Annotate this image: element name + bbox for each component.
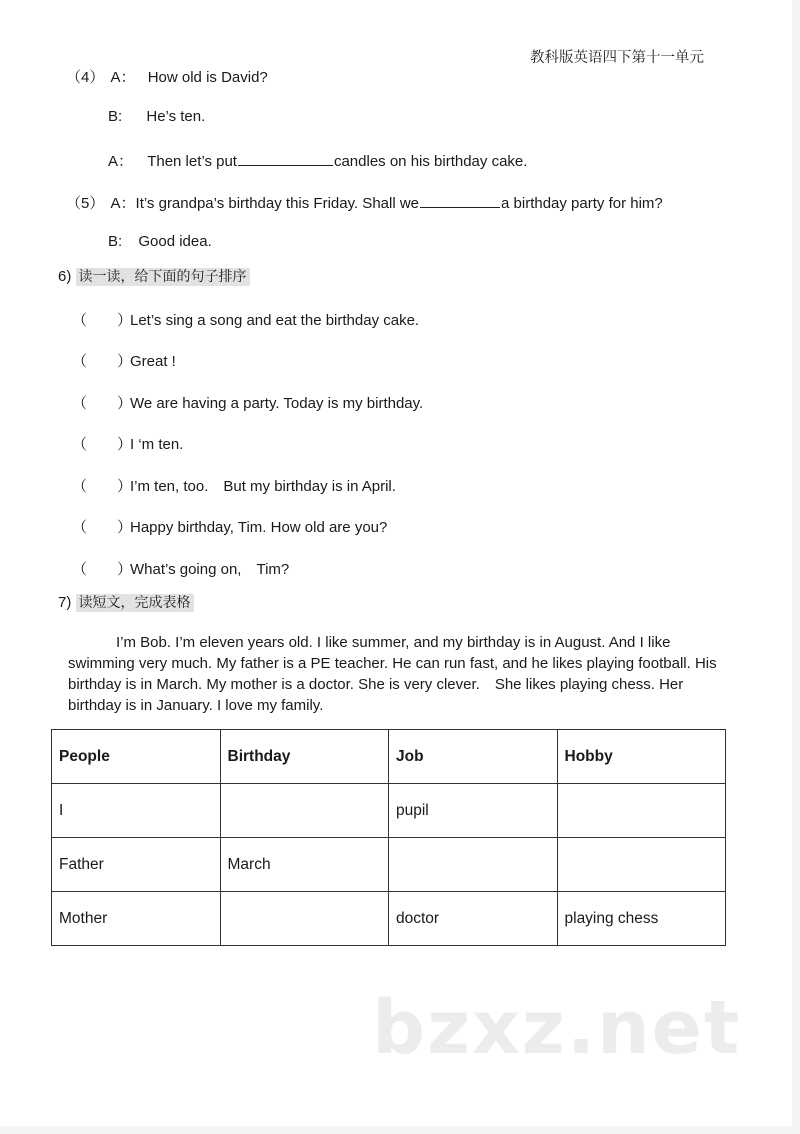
q4-b-text: He’s ten.	[146, 108, 206, 125]
table-cell: playing chess	[557, 892, 726, 946]
order-answer-box[interactable]: （ ）	[72, 436, 133, 453]
order-item-text: We are having a party. Today is my birthday.	[130, 395, 424, 412]
order-item-text: I’m ten, too. But my birthday is in April.	[130, 478, 396, 495]
table-row	[52, 784, 726, 838]
table-cell: Father	[52, 838, 221, 892]
order-item	[72, 433, 183, 454]
q4-line-b	[108, 108, 205, 125]
q5-number: （5）	[66, 195, 105, 212]
q4-line-a2	[108, 150, 527, 171]
q4-a2-speaker: A：	[108, 153, 134, 170]
order-item	[72, 392, 423, 413]
table-cell: I	[52, 784, 221, 838]
q5-b-speaker: B:	[108, 233, 123, 250]
order-item	[72, 350, 176, 371]
q5-b-text: Good idea.	[138, 233, 212, 250]
q5-line-b	[108, 233, 212, 250]
q5-a-speaker: A：	[110, 195, 136, 212]
order-item-text: Let’s sing a song and eat the birthday cake.	[130, 312, 420, 329]
section7-title	[58, 592, 194, 612]
order-answer-box[interactable]: （ ）	[72, 312, 133, 329]
q4-line-a1	[66, 66, 268, 87]
table-cell: pupil	[389, 784, 558, 838]
order-item-text: Happy birthday, Tim. How old are you?	[130, 519, 388, 536]
table-cell-blank[interactable]	[557, 838, 726, 892]
order-item-text: What’s going on, Tim?	[130, 561, 290, 578]
section6-title	[58, 266, 250, 286]
q4-number: （4）	[66, 69, 105, 86]
order-answer-box[interactable]: （ ）	[72, 561, 133, 578]
order-answer-box[interactable]: （ ）	[72, 395, 133, 412]
reading-passage	[68, 632, 728, 716]
info-table	[51, 729, 726, 946]
order-item-text: I ‘m ten.	[130, 436, 184, 453]
q4-a1-text: How old is David?	[147, 69, 268, 86]
section7-number: 7)	[58, 594, 72, 611]
q5-line-a	[66, 192, 663, 213]
order-item	[72, 475, 396, 496]
column-header: Job	[389, 730, 558, 784]
order-answer-box[interactable]: （ ）	[72, 478, 133, 495]
q4-b-speaker: B:	[108, 108, 123, 125]
table-cell-blank[interactable]	[220, 784, 389, 838]
table-row	[52, 892, 726, 946]
table-cell-blank[interactable]	[220, 892, 389, 946]
passage-text: I’m Bob. I’m eleven years old. I like summer, and my birthday is in August. And I like swimming very much. My father is a PE teacher. He can run fast, and he likes playing football. His birthday is in March. My mother is a doctor. She is very clever. She likes playing chess. Her birthday is in January. I love my family.	[68, 634, 717, 714]
q4-a2-post: candles on his birthday cake.	[333, 153, 528, 170]
order-item-text: Great !	[130, 353, 176, 370]
order-answer-box[interactable]: （ ）	[72, 519, 133, 536]
table-header-row	[52, 730, 726, 784]
order-item	[72, 558, 289, 579]
table-cell: doctor	[389, 892, 558, 946]
column-header: People	[52, 730, 221, 784]
column-header: Birthday	[220, 730, 389, 784]
table-cell: Mother	[52, 892, 221, 946]
table-cell: March	[220, 838, 389, 892]
section7-instruction: 读短文，完成表格	[76, 594, 194, 612]
q4-a2-pre: Then let’s put	[147, 153, 237, 170]
table-cell-blank[interactable]	[389, 838, 558, 892]
watermark: bzxz.net	[372, 985, 742, 1071]
q5-a-post: a birthday party for him?	[501, 195, 663, 212]
section6-instruction: 读一读，给下面的句子排序	[76, 268, 250, 286]
order-answer-box[interactable]: （ ）	[72, 353, 133, 370]
column-header: Hobby	[557, 730, 726, 784]
page-header: 教科版英语四下第十一单元	[530, 50, 704, 66]
q4-a1-speaker: A：	[110, 69, 136, 86]
q5-answer-blank[interactable]	[420, 206, 500, 208]
table-row	[52, 838, 726, 892]
q5-a-pre: It’s grandpa’s birthday this Friday. Shall we	[135, 195, 420, 212]
section6-number: 6)	[58, 268, 72, 285]
q4-answer-blank[interactable]	[238, 164, 333, 166]
order-item	[72, 309, 419, 330]
table-cell-blank[interactable]	[557, 784, 726, 838]
order-item	[72, 516, 387, 537]
